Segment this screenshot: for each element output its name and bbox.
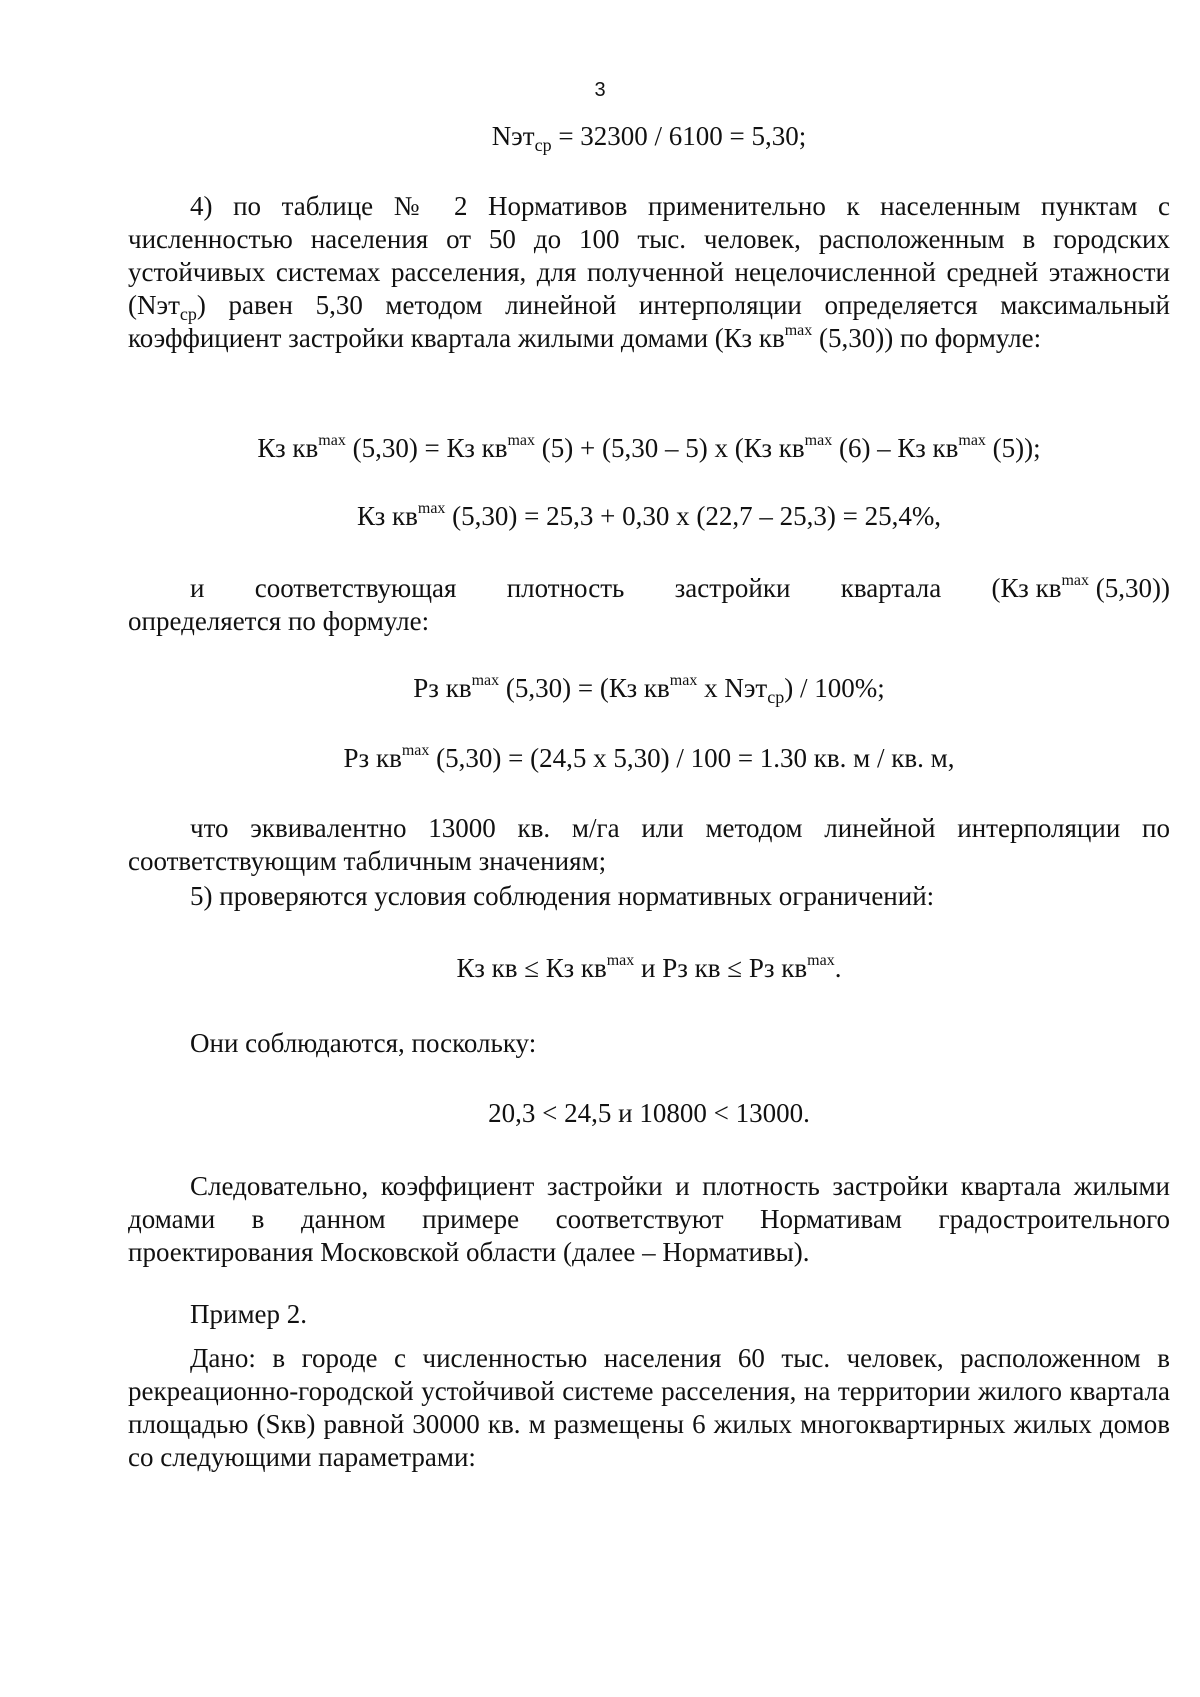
paragraph-density-line: и соответствующая плотность застройки квартала (Кз $кв^{max}$ (5,30)) — [190, 572, 1170, 603]
formula-comparison: 20,3 < 24,5 и 10800 < 13000. — [488, 1098, 810, 1128]
formula-kz-general: Кз $кв^{max}$ (5,30) = Кз $кв^{max}$ (5) + (5,30 – 5) х (Кз $кв^{max}$ (6) – Кз $кв^{max}$ (5)); — [257, 432, 1041, 463]
formula-floors: Nэт$_{ср}$ = 32300 / 6100 = 5,30; — [491, 121, 807, 155]
paragraph-equivalent: что эквивалентно 13000 кв. м/га или методом линейной интерполяции по соответствующим табличным значениям; — [128, 813, 1170, 876]
paragraph-conclusion: Следовательно, коэффициент застройки и плотность застройки квартала жилыми домами в данном примере соответствуют Нормативам градостроительного проектирования Московской области (далее – Нормативы). — [128, 1171, 1170, 1267]
paragraph-density-line-2: определяется по формуле: — [128, 606, 430, 636]
paragraph-step-4: 4) по таблице № 2 Нормативов применительно к населенным пунктам с численностью населения от 50 до 100 тыс. человек, расположенным в городских устойчивых системах расселения, для полученной нецелочисленной средней этажности (Nэт$_{ср}$) равен 5,30 методом линейной интерполяции определяется максимальный коэффициент застройки квартала жилыми домами (Кз $кв^{max}$ (5,30)) по формуле: — [128, 191, 1170, 353]
formula-pz-general: Рз $кв^{max}$ (5,30) = (Кз $кв^{max}$ х Nэт$_{ср}$) / 100%; — [413, 672, 885, 707]
page-number: 3 — [594, 79, 606, 101]
formula-pz-value: Рз $кв^{max}$ (5,30) = (24,5 х 5,30) / 100 = 1.30 кв. м / кв. м, — [343, 742, 955, 773]
formula-kz-value: Кз $кв^{max}$ (5,30) = 25,3 + 0,30 х (22,7 – 25,3) = 25,4%, — [356, 500, 942, 531]
paragraph-step-5: 5) проверяются условия соблюдения нормативных ограничений: — [190, 881, 935, 911]
formula-conditions: Кз кв ≤ Кз $кв^{max}$ и Рз кв ≤ Рз $кв^{max}$. — [456, 952, 842, 983]
paragraph-example-2-given: Дано: в городе с численностью населения 60 тыс. человек, расположенном в рекреационно-городской устойчивой системе расселения, на территории жилого квартала площадью (Sкв) равной 30000 кв. м размещены 6 жилых многоквартирных жилых домов со следующими параметрами: — [128, 1343, 1170, 1472]
paragraph-compliance: Они соблюдаются, поскольку: — [190, 1028, 537, 1058]
example-2-heading: Пример 2. — [190, 1299, 308, 1329]
